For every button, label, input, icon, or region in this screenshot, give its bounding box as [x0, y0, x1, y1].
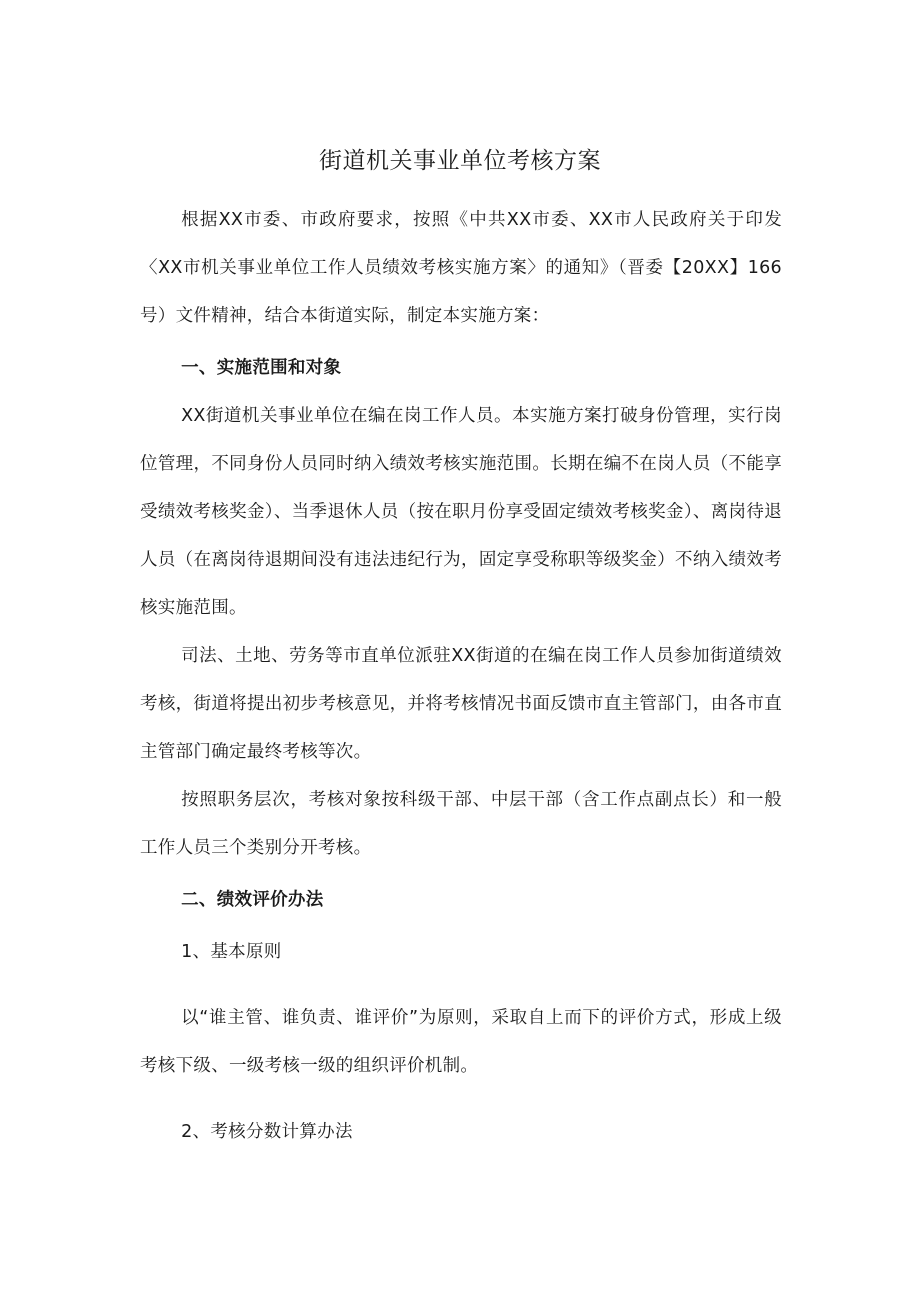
categories-paragraph: 按照职务层次，考核对象按科级干部、中层干部（含工作点副点长）和一般工作人员三个类别分开考核。 — [140, 790, 782, 858]
section-heading-evaluation: 二、绩效评价办法 — [181, 890, 324, 910]
subheading-score-calculation: 2、考核分数计算办法 — [181, 1122, 353, 1142]
section-heading-scope: 一、实施范围和对象 — [181, 358, 342, 378]
subheading-basic-principle: 1、基本原则 — [181, 942, 282, 962]
document-title: 街道机关事业单位考核方案 — [319, 148, 601, 174]
dispatched-staff-paragraph: 司法、土地、劳务等市直单位派驻XX街道的在编在岗工作人员参加街道绩效考核，街道将提出初步考核意见，并将考核情况书面反馈市直主管部门，由各市直主管部门确定最终考核等次。 — [140, 646, 782, 762]
scope-paragraph: XX街道机关事业单位在编在岗工作人员。本实施方案打破身份管理，实行岗位管理，不同身份人员同时纳入绩效考核实施范围。长期在编不在岗人员（不能享受绩效考核奖金）、当季退休人员（按在职月份享受固定绩效考核奖金）、离岗待退人员（在离岗待退期间没有违法违纪行为，固定享受称职等级奖金）不纳入绩效考核实施范围。 — [140, 406, 782, 618]
intro-paragraph: 根据XX市委、市政府要求，按照《中共XX市委、XX市人民政府关于印发〈XX市机关事业单位工作人员绩效考核实施方案〉的通知》（晋委【20XX】166号）文件精神，结合本街道实际，制定本实施方案： — [140, 210, 782, 326]
principle-paragraph: 以“谁主管、谁负责、谁评价”为原则，采取自上而下的评价方式，形成上级考核下级、一级考核一级的组织评价机制。 — [140, 1008, 782, 1076]
document-body — [140, 196, 782, 1156]
